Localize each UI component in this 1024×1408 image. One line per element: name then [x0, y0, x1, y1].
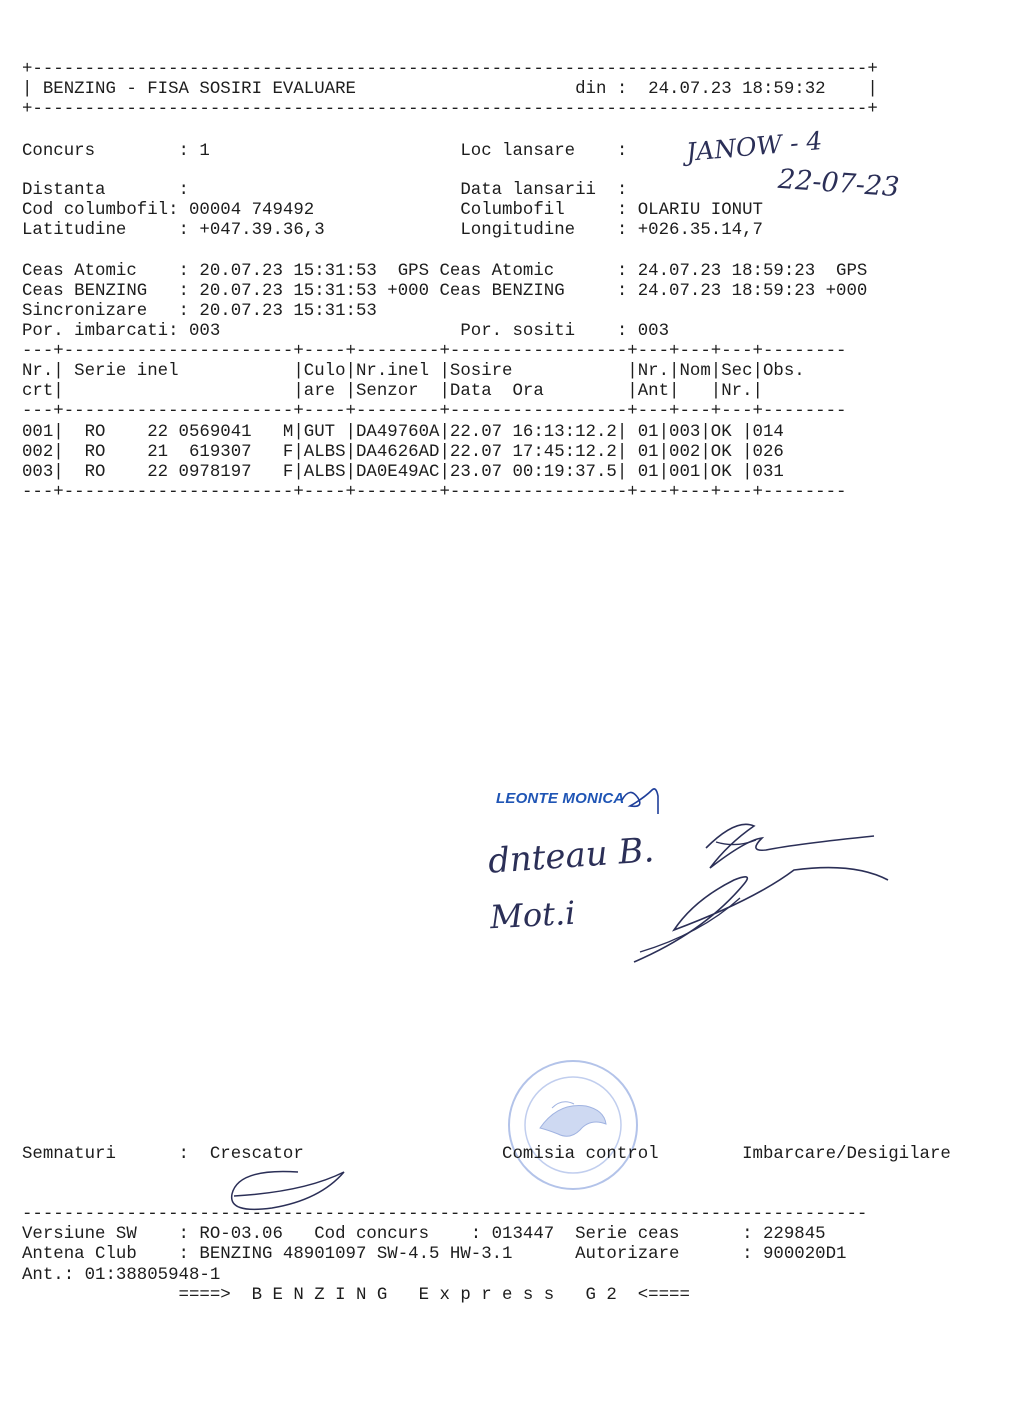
footer-separator: --------------------------------------------------------------------------------- — [22, 1205, 868, 1224]
footer-ant: Ant.: 01:38805948-1 — [22, 1266, 221, 1285]
table-header-row-1: Nr.| Serie inel |Culo|Nr.inel |Sosire |Nr.|Nom|Sec|Obs. — [22, 362, 805, 381]
table-header-row-2: crt| |are |Senzor |Data Ora |Ant| |Nr.| — [22, 382, 763, 401]
handwritten-signature-name-1: dnteau B. — [486, 830, 656, 882]
signature-scribble-1 — [706, 824, 874, 868]
handwritten-data-lansarii: 22-07-23 — [777, 163, 901, 204]
footer-versiune: Versiune SW : RO-03.06 Cod concurs : 013447 Serie ceas : 229845 — [22, 1225, 826, 1244]
info-cod-columbofil: Cod columbofil: 00004 749492 Columbofil : OLARIU IONUT — [22, 201, 763, 220]
header-border-top: +--------------------------------------------------------------------------------+ — [22, 60, 878, 79]
signature-scribble-2 — [634, 868, 888, 962]
table-border-top: ---+----------------------+----+--------+-----------------+---+---+---+-------- — [22, 342, 847, 361]
info-latitudine: Latitudine : +047.39.36,3 Longitudine : +026.35.14,7 — [22, 221, 763, 240]
table-row: 001| RO 22 0569041 M|GUT |DA49760A|22.07 16:13:12.2| 01|003|OK |014 — [22, 423, 784, 442]
stamp-name: LEONTE MONICA — [496, 790, 625, 807]
signature-crescator — [232, 1171, 344, 1209]
info-sincronizare: Sincronizare : 20.07.23 15:31:53 — [22, 302, 377, 321]
table-row: 002| RO 21 619307 F|ALBS|DA4626AD|22.07 17:45:12.2| 01|002|OK |026 — [22, 443, 784, 462]
table-border-bottom: ---+----------------------+----+--------+-----------------+---+---+---+-------- — [22, 483, 847, 502]
info-ceas-atomic: Ceas Atomic : 20.07.23 15:31:53 GPS Ceas Atomic : 24.07.23 18:59:23 GPS — [22, 262, 868, 281]
handwritten-signature-name-2: Mot.i — [489, 893, 577, 937]
info-ceas-benzing: Ceas BENZING : 20.07.23 15:31:53 +000 Ceas BENZING : 24.07.23 18:59:23 +000 — [22, 282, 868, 301]
official-seal — [509, 1061, 637, 1189]
signature-stamp-squiggle — [622, 789, 658, 814]
signatures-row: Semnaturi : Crescator Comisia control Imbarcare/Desigilare — [22, 1145, 951, 1164]
footer-antena: Antena Club : BENZING 48901097 SW-4.5 HW-3.1 Autorizare : 900020D1 — [22, 1245, 847, 1264]
info-distanta: Distanta : Data lansarii : — [22, 181, 628, 200]
document-title: | BENZING - FISA SOSIRI EVALUARE din : 24.07.23 18:59:32 | — [22, 80, 878, 99]
info-porumbei: Por. imbarcati: 003 Por. sositi : 003 — [22, 322, 670, 341]
header-border-bottom: +--------------------------------------------------------------------------------+ — [22, 100, 878, 119]
handwritten-loc-lansare: JANOW - 4 — [684, 126, 824, 167]
table-row: 003| RO 22 0978197 F|ALBS|DA0E49AC|23.07 00:19:37.5| 01|001|OK |031 — [22, 463, 784, 482]
table-header-separator: ---+----------------------+----+--------+-----------------+---+---+---+-------- — [22, 402, 847, 421]
info-concurs: Concurs : 1 Loc lansare : — [22, 142, 628, 161]
footer-brand: ====> B E N Z I N G E x p r e s s G 2 <==== — [22, 1286, 690, 1305]
